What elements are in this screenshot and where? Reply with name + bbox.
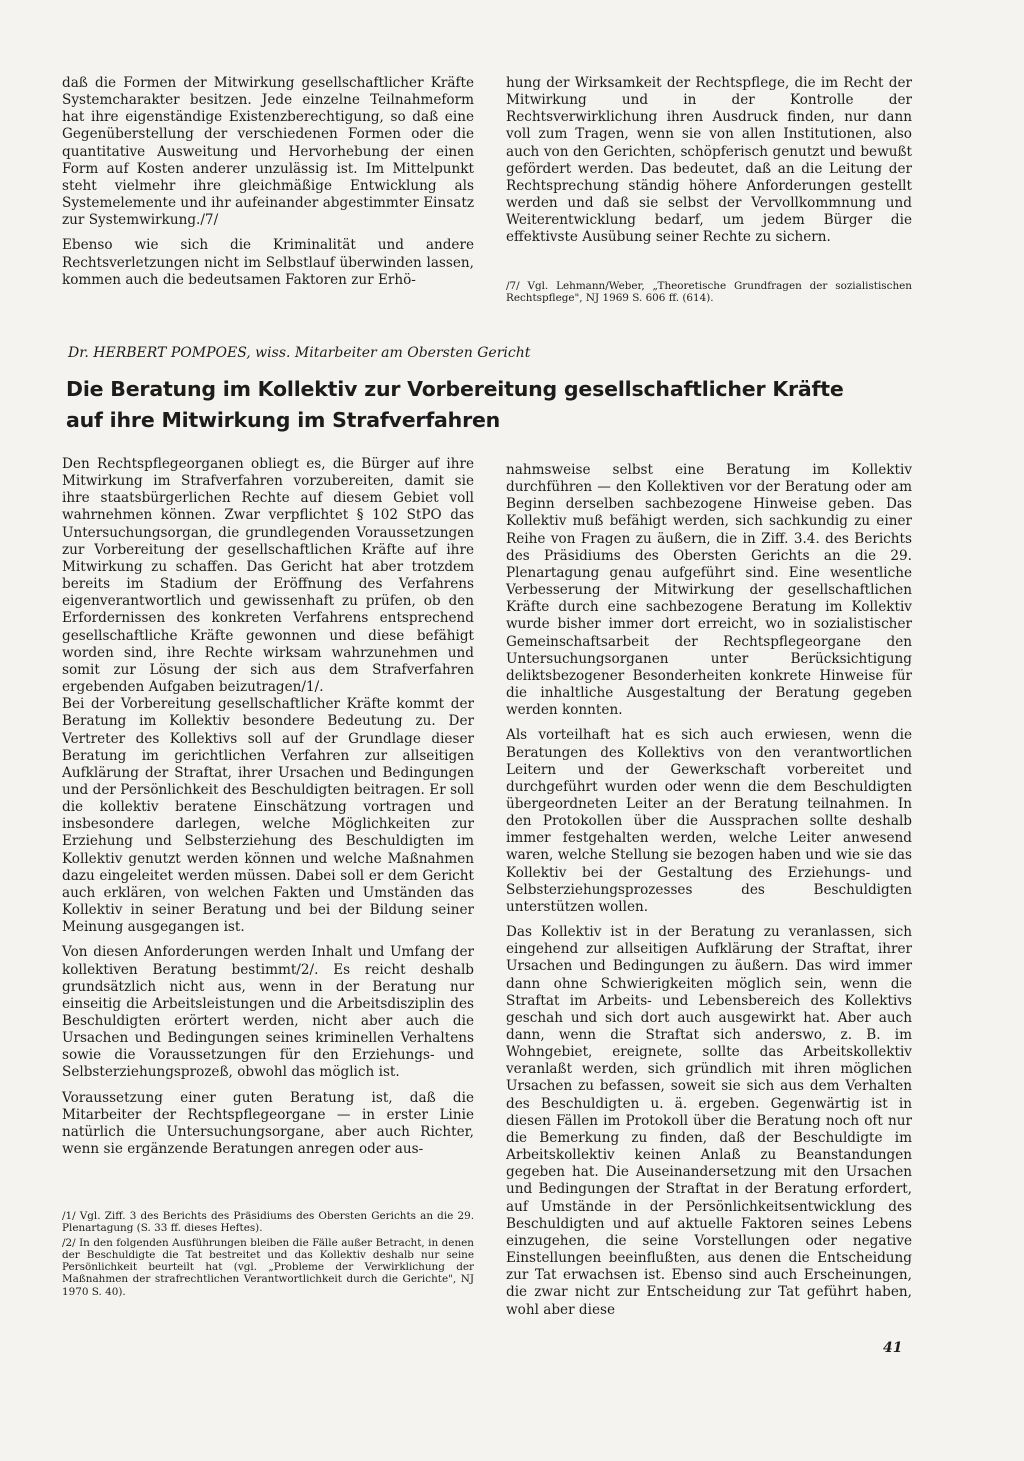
footnote-block-top	[506, 280, 912, 305]
paragraph: Bei der Vorbereitung gesellschaftlicher Kräfte kommt der Beratung im Kollektiv besondere Bedeutung zu. Der Vertreter des Kollektivs soll auf der Grundlage dieser Beratung im gerichtlichen Verfahren zur allseitigen Aufklärung der Straftat, ihrer Ursachen und Bedingungen und der Persönlichkeit des Beschuldigten beitragen. Er soll die kollektiv beratene Einschätzung vortragen und insbesondere darlegen, welche Möglichkeiten zur Erziehung und Selbsterziehung des Beschuldigten im Kollektiv genutzt werden können und welche Maßnahmen dazu eingeleitet werden müssen. Dabei soll er dem Gericht auch erklären, von welchen Fakten und Umständen das Kollektiv in seiner Beratung und bei der Bildung seiner Meinung ausgegangen ist.	[62, 696, 474, 936]
article-right-column	[506, 462, 912, 1319]
paragraph: nahmsweise selbst eine Beratung im Kollektiv durchführen — den Kollektiven vor der Beratung oder am Beginn derselben sachbezogene Hinweise geben. Das Kollektiv muß befähigt werden, sich sachkundig zu einer Reihe von Fragen zu äußern, die in Ziff. 3.4. des Berichts des Präsidiums des Obersten Gerichts an die 29. Plenartagung genau aufgeführt sind. Eine wesentliche Verbesserung der Mitwirkung der gesellschaftlichen Kräfte durch eine sachbezogene Beratung im Kollektiv wurde bisher immer dort erreicht, wo in sozialistischer Gemeinschaftsarbeit der Rechtspflegeorgane den Untersuchungsorganen unter Berücksichtigung deliktsbezogener Besonderheiten konkrete Hinweise für die inhaltliche Ausgestaltung der Beratung gegeben werden konnten.	[506, 462, 912, 719]
top-left-column	[62, 75, 474, 289]
footnote-2: /2/ In den folgenden Ausführungen bleiben die Fälle außer Betracht, in denen der Beschuldigte die Tat bestreitet und das Kollektiv deshalb nur seine Persönlichkeit beurteilt hat (vgl. „Probleme der Verwirklichung der Maßnahmen der strafrechtlichen Verantwortlichkeit durch die Gerichte", NJ 1970 S. 40).	[62, 1236, 474, 1298]
paragraph: Als vorteilhaft hat es sich auch erwiesen, wenn die Beratungen des Kollektivs von den verantwortlichen Leitern und der Gewerkschaft vorbereitet und durchgeführt wurden oder wenn die dem Beschuldigten übergeordneten Leiter an der Beratung teilnahmen. In den Protokollen über die Aussprachen sollte deshalb immer festgehalten werden, welche Leiter anwesend waren, welche Stellung sie bezogen haben und wie sie das Kollektiv bei der Gestaltung des Erziehungs- und Selbsterziehungsprozesses des Beschuldigten unterstützen wollen.	[506, 727, 912, 915]
paragraph: Ebenso wie sich die Kriminalität und andere Rechtsverletzungen nicht im Selbstlauf überwinden lassen, kommen auch die bedeutsamen Faktoren zur Erhö-	[62, 237, 474, 288]
page-number: 41	[883, 1340, 903, 1356]
article-title-line-1: Die Beratung im Kollektiv zur Vorbereitung gesellschaftlicher Kräfte	[66, 377, 844, 401]
paragraph: Voraussetzung einer guten Beratung ist, daß die Mitarbeiter der Rechtspflegeorgane — in erster Linie natürlich die Untersuchungsorgane, aber auch Richter, wenn sie ergänzende Beratungen anregen oder aus-	[62, 1089, 474, 1158]
top-right-column	[506, 75, 912, 247]
paragraph: hung der Wirksamkeit der Rechtspflege, die im Recht der Mitwirkung und in der Kontrolle der Rechtsverwirklichung ihren Ausdruck finden, nur dann voll zum Tragen, wenn sie von allen Institutionen, also auch von den Gerichten, schöpferisch genutzt und bewußt gefördert werden. Das bedeutet, daß an die Leitung der Rechtsprechung ständig höhere Anforderungen gestellt werden und daß sie selbst der Vervollkommnung und Weiterentwicklung bedarf, um jedem Bürger die effektivste Ausübung seiner Rechte zu sichern.	[506, 75, 912, 246]
footnote-7: /7/ Vgl. Lehmann/Weber, „Theoretische Grundfragen der sozialistischen Rechtspflege", NJ 1969 S. 606 ff. (614).	[506, 280, 912, 305]
footnote-1: /1/ Vgl. Ziff. 3 des Berichts des Präsidiums des Obersten Gerichts an die 29. Plenartagung (S. 33 ff. dieses Heftes).	[62, 1210, 474, 1235]
footnote-block-article	[62, 1210, 474, 1298]
paragraph: daß die Formen der Mitwirkung gesellschaftlicher Kräfte Systemcharakter besitzen. Jede einzelne Teilnahmeform hat ihre eigenständige Existenzberechtigung, so daß eine Gegenüberstellung der verschiedenen Formen oder die quantitative Ausweitung und Hervorhebung der einen Form auf Kosten anderer unzulässig ist. Im Mittelpunkt steht vielmehr ihre gleichmäßige Entwicklung als Systemelemente und ihr aufeinander abgestimmter Einsatz zur Systemwirkung./7/	[62, 75, 474, 229]
paragraph: Das Kollektiv ist in der Beratung zu veranlassen, sich eingehend zur allseitigen Aufklärung der Straftat, ihrer Ursachen und Bedingungen zu äußern. Das wird immer dann ohne Schwierigkeiten möglich sein, wenn die Straftat im Arbeits- und Lebensbereich des Kollektivs geschah und sich dort auch ausgewirkt hat. Aber auch dann, wenn die Straftat sich anderswo, z. B. im Wohngebiet, ereignete, sollte das Arbeitskollektiv veranlaßt werden, sich gründlich mit ihren möglichen Ursachen zu befassen, soweit sie sich aus dem Verhalten des Beschuldigten u. ä. ergeben. Gegenwärtig ist in diesen Fällen im Protokoll über die Beratung noch oft nur die Bemerkung zu finden, daß der Beschuldigte im Arbeitskollektiv keinen Anlaß zu Beanstandungen gegeben hat. Die Auseinandersetzung mit den Ursachen und Bedingungen der Straftat in der Beratung erfordert, auf Umstände in der Persönlichkeitsentwicklung des Beschuldigten und auf aktuelle Faktoren seines Lebens einzugehen, die seine Vorstellungen oder negative Einstellungen beeinflußten, aus denen die Entscheidung zur Tat erwachsen ist. Ebenso sind auch Erscheinungen, die zwar nicht zur Entscheidung zur Tat geführt haben, wohl aber diese	[506, 924, 912, 1318]
article-author: Dr. HERBERT POMPOES, wiss. Mitarbeiter am Obersten Gericht	[68, 345, 531, 361]
article-title	[66, 374, 966, 436]
article-title-line-2: auf ihre Mitwirkung im Strafverfahren	[66, 408, 501, 432]
paragraph: Von diesen Anforderungen werden Inhalt und Umfang der kollektiven Beratung bestimmt/2/. Es reicht deshalb grundsätzlich nicht aus, wenn in der Beratung nur einseitig die Arbeitsleistungen und die Arbeitsdisziplin des Beschuldigten erörtert werden, nicht aber auch die Ursachen und Bedingungen seines kriminellen Verhaltens sowie die Voraussetzungen für den Erziehungs- und Selbsterziehungsprozeß, obwohl das möglich ist.	[62, 944, 474, 1081]
article-left-column	[62, 456, 474, 1158]
paragraph: Den Rechtspflegeorganen obliegt es, die Bürger auf ihre Mitwirkung im Strafverfahren vorzubereiten, damit sie ihre staatsbürgerlichen Rechte auf diesem Gebiet voll wahrnehmen können. Zwar verpflichtet § 102 StPO das Untersuchungsorgan, die grundlegenden Voraussetzungen zur Vorbereitung der gesellschaftlichen Kräfte auf ihre Mitwirkung zu schaffen. Das Gericht hat aber trotzdem bereits im Stadium der Eröffnung des Verfahrens eigenverantwortlich und gewissenhaft zu prüfen, ob den Erfordernissen des konkreten Verfahrens entsprechend gesellschaftliche Kräfte gewonnen und diese befähigt worden sind, ihre Rechte wirksam wahrzunehmen und somit zur Lösung der sich aus dem Strafverfahren ergebenden Aufgaben beizutragen/1/.	[62, 456, 474, 696]
